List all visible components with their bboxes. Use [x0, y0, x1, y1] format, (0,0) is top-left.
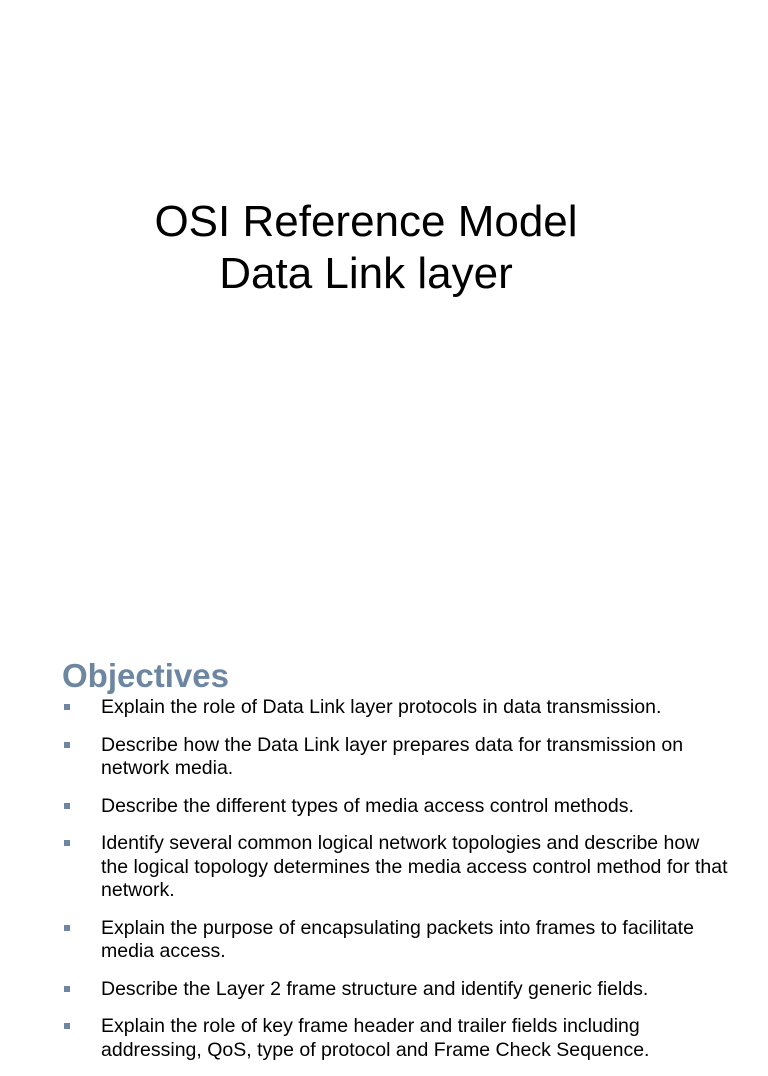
objective-text: Explain the role of key frame header and trailer fields including addressing, QoS, type of protocol and Frame Check Sequence. [101, 1015, 650, 1061]
objective-item [0, 832, 768, 903]
objective-item [0, 734, 768, 781]
objectives-list [0, 696, 768, 1076]
slide-title [0, 196, 732, 300]
objective-text: Explain the purpose of encapsulating packets into frames to facilitate media access. [101, 916, 694, 962]
objective-item [0, 917, 768, 964]
square-bullet-icon [64, 986, 70, 992]
square-bullet-icon [64, 704, 70, 710]
objectives-heading: Objectives [62, 657, 229, 694]
objective-text: Describe the Layer 2 frame structure and identify generic fields. [101, 977, 649, 1000]
objective-item [0, 795, 768, 819]
objective-text: Describe the different types of media access control methods. [101, 794, 634, 817]
objective-text: Explain the role of Data Link layer protocols in data transmission. [101, 696, 662, 718]
objective-item [0, 978, 768, 1002]
square-bullet-icon [64, 840, 70, 846]
objective-item [0, 696, 768, 720]
objective-text: Identify several common logical network topologies and describe how the logical topology determines the media access control method for that network. [101, 832, 728, 901]
objectives-slide [0, 640, 768, 1061]
square-bullet-icon [64, 742, 70, 748]
square-bullet-icon [64, 925, 70, 931]
objective-item [0, 1015, 768, 1062]
slide-title-line-1: OSI Reference Model [154, 197, 578, 246]
objective-text: Describe how the Data Link layer prepares data for transmission on network media. [101, 733, 684, 779]
slide-title-line-2: Data Link layer [219, 249, 513, 298]
square-bullet-icon [64, 803, 70, 809]
